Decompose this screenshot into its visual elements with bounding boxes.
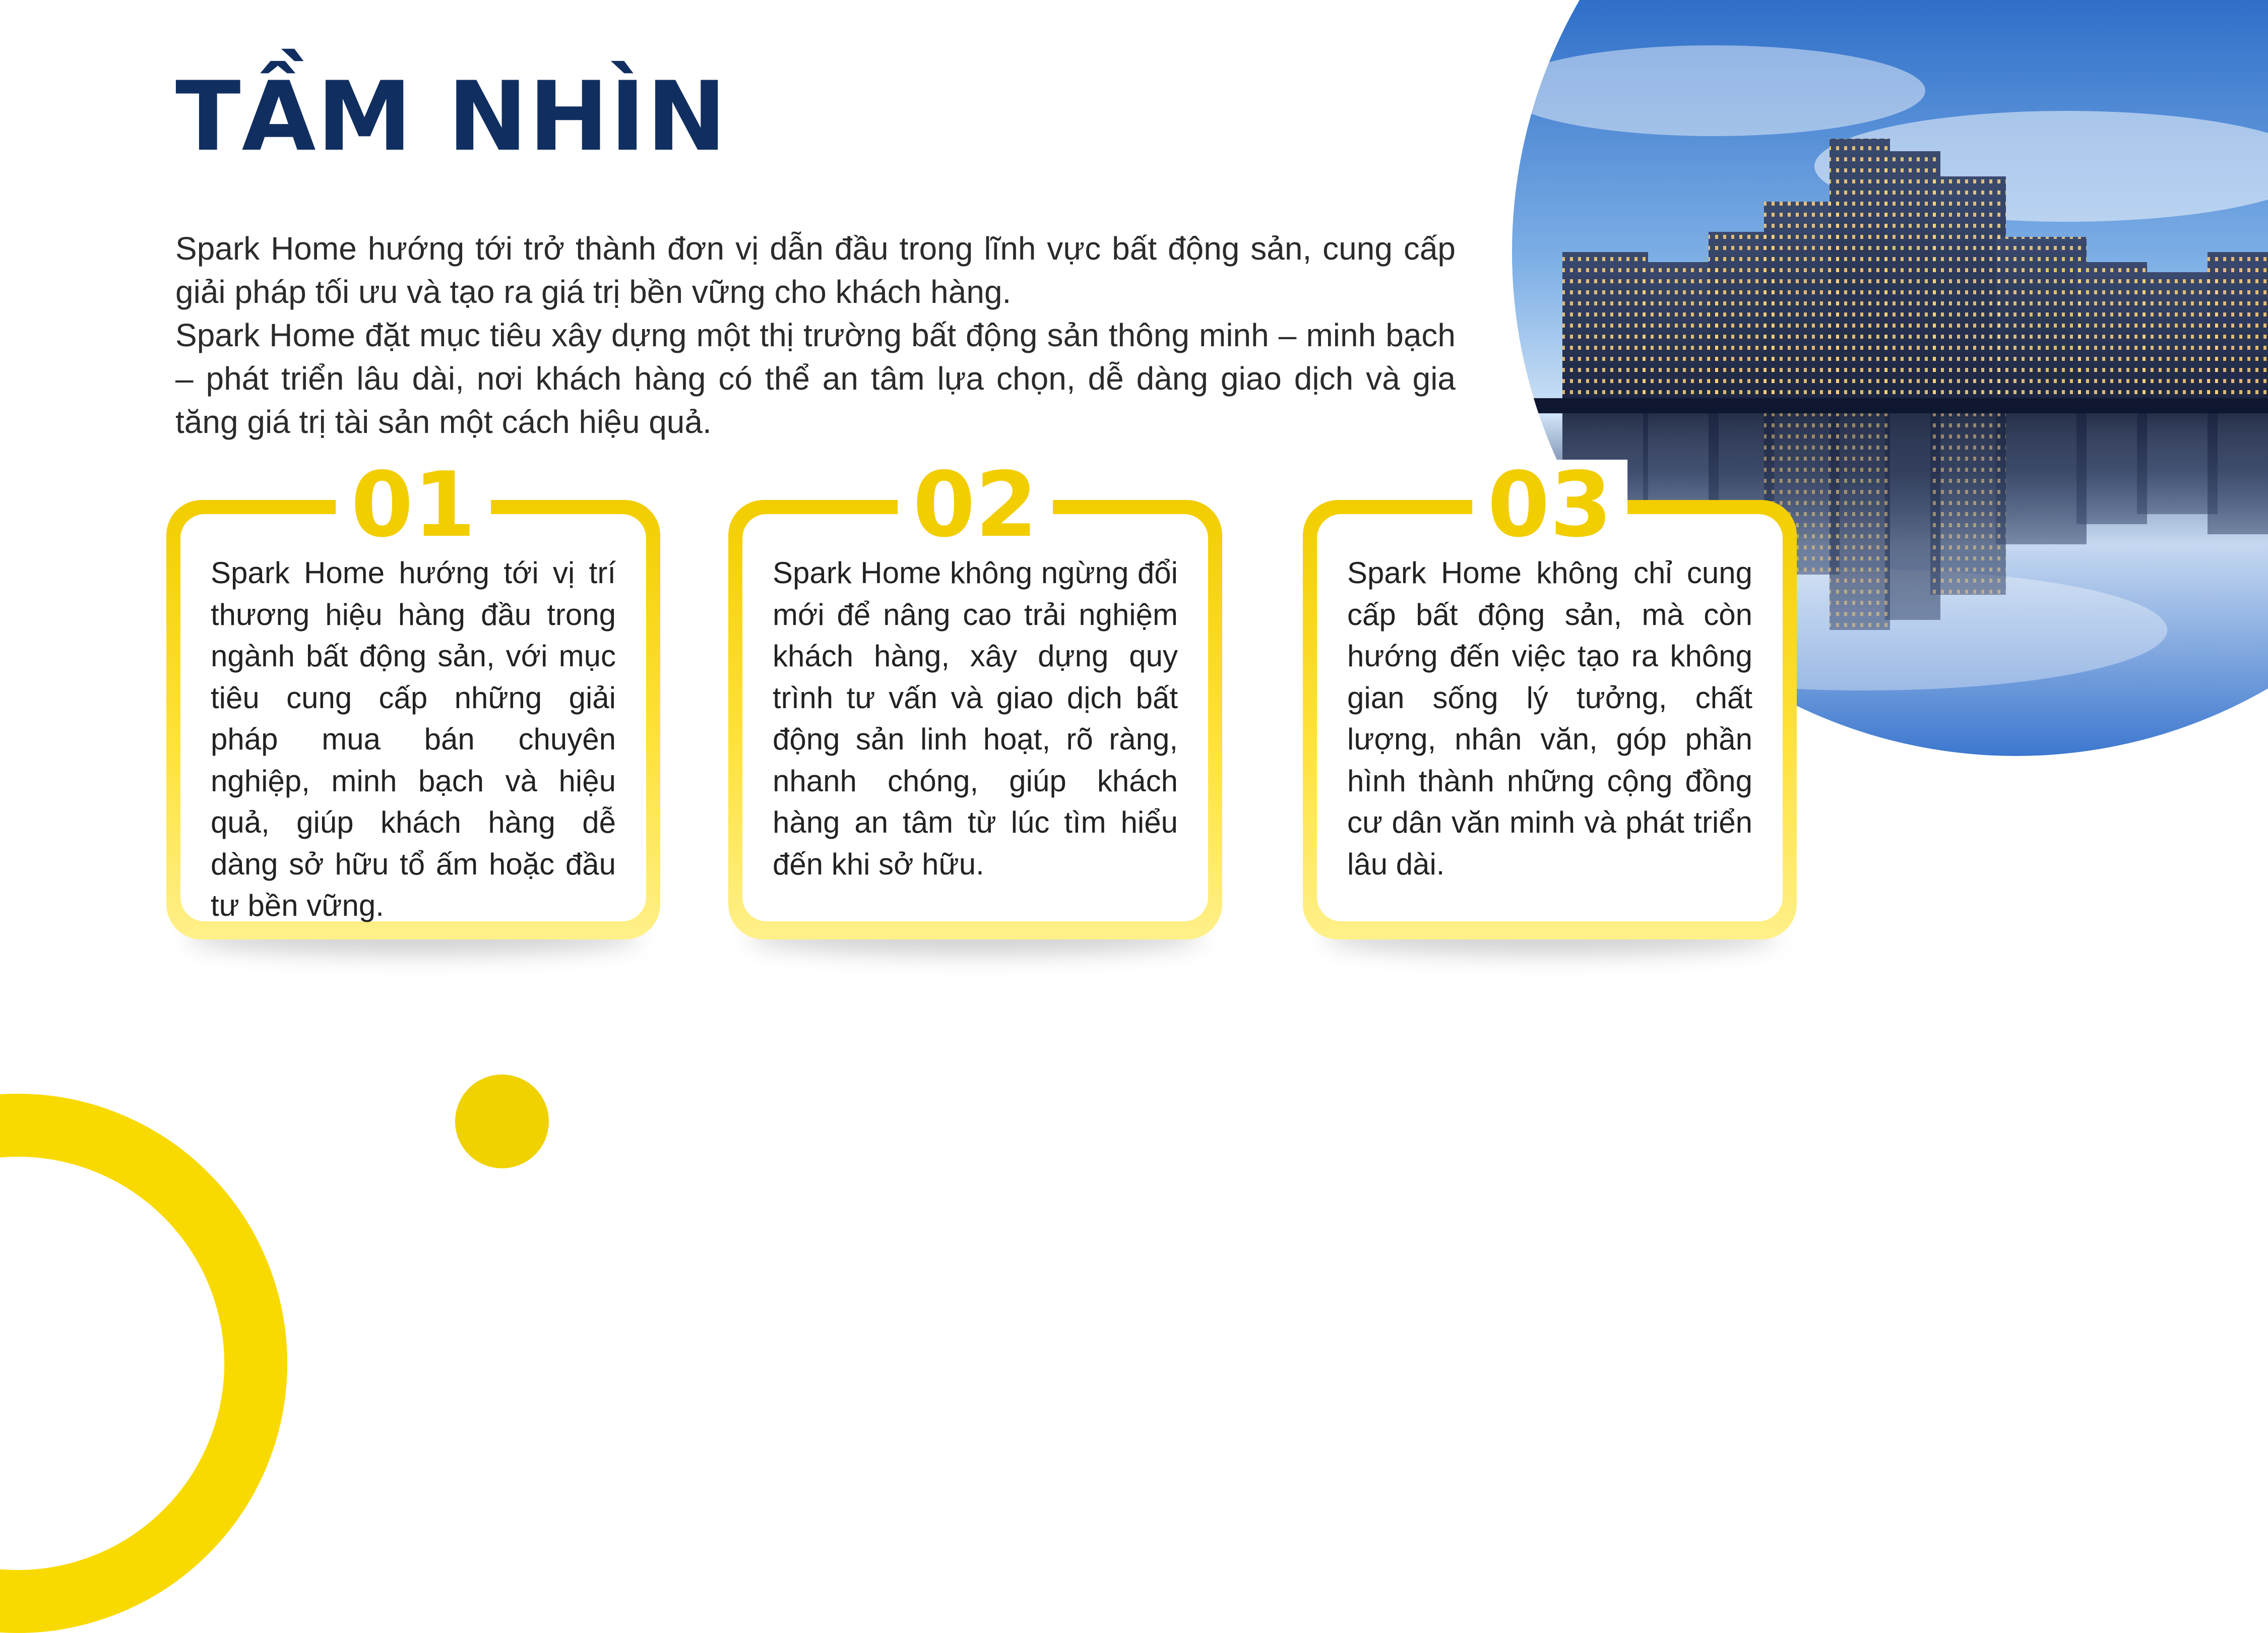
vision-card-1: [166, 453, 660, 939]
intro-text: [175, 227, 1456, 444]
page-title: TẦM NHÌN: [175, 61, 728, 172]
vision-card-2: [728, 453, 1222, 939]
decorative-ring: [0, 1094, 287, 1633]
card-number: 01: [336, 460, 491, 550]
vision-card-3: [1303, 453, 1797, 939]
card-body: [180, 514, 646, 921]
card-number: 03: [1472, 460, 1627, 550]
card-text: Spark Home không chỉ cung cấp bất động sản, mà còn hướng đến việc tạo ra không gian sống lý tưởng, chất lượng, nhân văn, góp phần hình thành những cộng đồng cư dân văn minh và phát triển lâu dài.: [1347, 556, 1752, 881]
card-text: Spark Home hướng tới vị trí thương hiệu hàng đầu trong ngành bất động sản, với mục tiêu cung cấp những giải pháp mua bán chuyên nghiệp, minh bạch và hiệu quả, giúp khách hàng dễ dàng sở hữu tổ ấm hoặc đầu tư bền vững.: [211, 556, 616, 922]
card-body: [742, 514, 1208, 921]
intro-paragraph-2: Spark Home đặt mục tiêu xây dựng một thị trường bất động sản thông minh – minh bạch – phát triển lâu dài, nơi khách hàng có thể an tâm lựa chọn, dễ dàng giao dịch và gia tăng giá trị tài sản một cách hiệu quả.: [175, 317, 1456, 440]
decorative-dot: [455, 1075, 549, 1168]
intro-paragraph-1: Spark Home hướng tới trở thành đơn vị dẫn đầu trong lĩnh vực bất động sản, cung cấp giải pháp tối ưu và tạo ra giá trị bền vững cho khách hàng.: [175, 230, 1456, 310]
card-number: 02: [898, 460, 1053, 550]
card-text: Spark Home không ngừng đổi mới để nâng cao trải nghiệm khách hàng, xây dựng quy trình tư vấn và giao dịch bất động sản linh hoạt, rõ ràng, nhanh chóng, giúp khách hàng an tâm từ lúc tìm hiểu đến khi sở hữu.: [773, 556, 1178, 881]
card-body: [1317, 514, 1783, 921]
